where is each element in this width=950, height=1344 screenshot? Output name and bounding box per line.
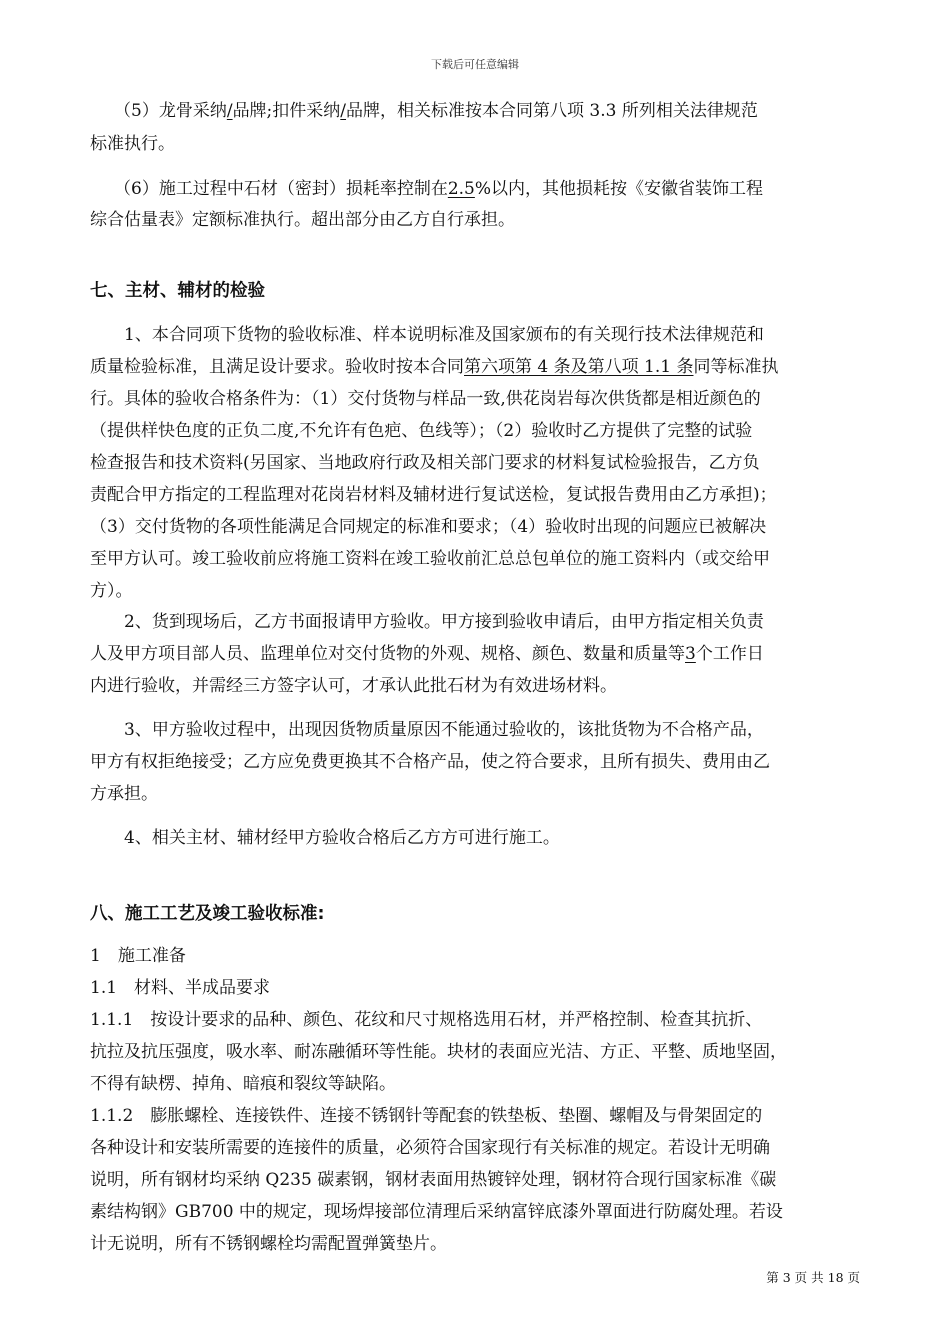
s8-111-line1: 1.1.1 按设计要求的品种、颜色、花纹和尺寸规格选用石材，并严格控制、检查其抗折、 xyxy=(90,1010,763,1030)
s7-p1-line3: 行。具体的验收合格条件为：（1）交付货物与样品一致,供花岗岩每次供货都是相近颜色的 xyxy=(90,389,761,409)
s7-p2-line1: 2、货到现场后，乙方书面报请甲方验收。甲方接到验收申请后，由甲方指定相关负责 xyxy=(124,612,764,632)
s7-p3-line2: 甲方有权拒绝接受；乙方应免费更换其不合格产品，使之符合要求，且所有损失、费用由乙 xyxy=(90,752,770,772)
s7-p3-line1: 3、甲方验收过程中，出现因货物质量原因不能通过验收的，该批货物为不合格产品， xyxy=(124,720,764,740)
s7-p2-line3: 内进行验收，并需经三方签字认可，才承认此批石材为有效进场材料。 xyxy=(90,676,617,696)
page-header: 下载后可任意编辑 xyxy=(431,58,519,71)
item5-line2: 标准执行。 xyxy=(90,134,175,154)
s8-heading-1-1: 1.1 材料、半成品要求 xyxy=(90,978,271,998)
s7-p2-line2: 人及甲方项目部人员、监理单位对交付货物的外观、规格、颜色、数量和质量等3个工作日 xyxy=(90,644,764,664)
item6-line2: 综合估量表》定额标准执行。超出部分由乙方自行承担。 xyxy=(90,210,515,230)
section8-title: 八、施工工艺及竣工验收标准: xyxy=(90,904,325,924)
s7-p1-line8: 至甲方认可。竣工验收前应将施工资料在竣工验收前汇总总包单位的施工资料内（或交给甲 xyxy=(90,549,770,569)
s8-112-line4: 素结构钢》GB700 中的规定，现场焊接部位清理后采纳富锌底漆外罩面进行防腐处理。若设 xyxy=(90,1202,783,1222)
page-footer: 第 3 页 共 18 页 xyxy=(766,1270,860,1285)
s8-112-line1: 1.1.2 膨胀螺栓、连接铁件、连接不锈钢针等配套的铁垫板、垫圈、螺帽及与骨架固定的 xyxy=(90,1106,763,1126)
s8-111-line2: 抗拉及抗压强度，吸水率、耐冻融循环等性能。块材的表面应光洁、方正、平整、质地坚固， xyxy=(90,1042,787,1062)
section7-title: 七、主材、辅材的检验 xyxy=(90,281,265,301)
s8-111-line3: 不得有缺楞、掉角、暗痕和裂纹等缺陷。 xyxy=(90,1074,396,1094)
s7-p1-line7: （3）交付货物的各项性能满足合同规定的标准和要求；（4）验收时出现的问题应已被解决 xyxy=(90,517,767,537)
s8-112-line5: 计无说明，所有不锈钢螺栓均需配置弹簧垫片。 xyxy=(90,1234,447,1254)
s7-p1-line2: 质量检验标准，且满足设计要求。验收时按本合同第六项第 4 条及第八项 1.1 条同等标准执 xyxy=(90,357,779,377)
item5-line1: （5）龙骨采纳/品牌;扣件采纳/品牌，相关标准按本合同第八项 3.3 所列相关法律规范 xyxy=(114,101,758,121)
s7-p4: 4、相关主材、辅材经甲方验收合格后乙方方可进行施工。 xyxy=(124,828,560,848)
s7-p1-line6: 责配合甲方指定的工程监理对花岗岩材料及辅材进行复试送检，复试报告费用由乙方承担)； xyxy=(90,485,777,505)
s7-p1-line1: 1、本合同项下货物的验收标准、样本说明标准及国家颁布的有关现行技术法律规范和 xyxy=(124,325,764,345)
s8-heading-1: 1 施工准备 xyxy=(90,946,186,966)
s7-p1-line4: （提供样快色度的正负二度,不允许有色疤、色线等）；（2）验收时乙方提供了完整的试验 xyxy=(90,421,753,441)
s7-p1-line9: 方）。 xyxy=(90,581,133,601)
s7-p1-line5: 检查报告和技术资料(另国家、当地政府行政及相关部门要求的材料复试检验报告，乙方负 xyxy=(90,453,760,473)
s8-112-line3: 说明，所有钢材均采纳 Q235 碳素钢，钢材表面用热镀锌处理，钢材符合现行国家标准《碳 xyxy=(90,1170,777,1190)
item6-line1: （6）施工过程中石材（密封）损耗率控制在2.5%以内，其他损耗按《安徽省装饰工程 xyxy=(114,179,764,199)
s7-p3-line3: 方承担。 xyxy=(90,784,158,804)
s8-112-line2: 各种设计和安装所需要的连接件的质量，必须符合国家现行有关标准的规定。若设计无明确 xyxy=(90,1138,770,1158)
